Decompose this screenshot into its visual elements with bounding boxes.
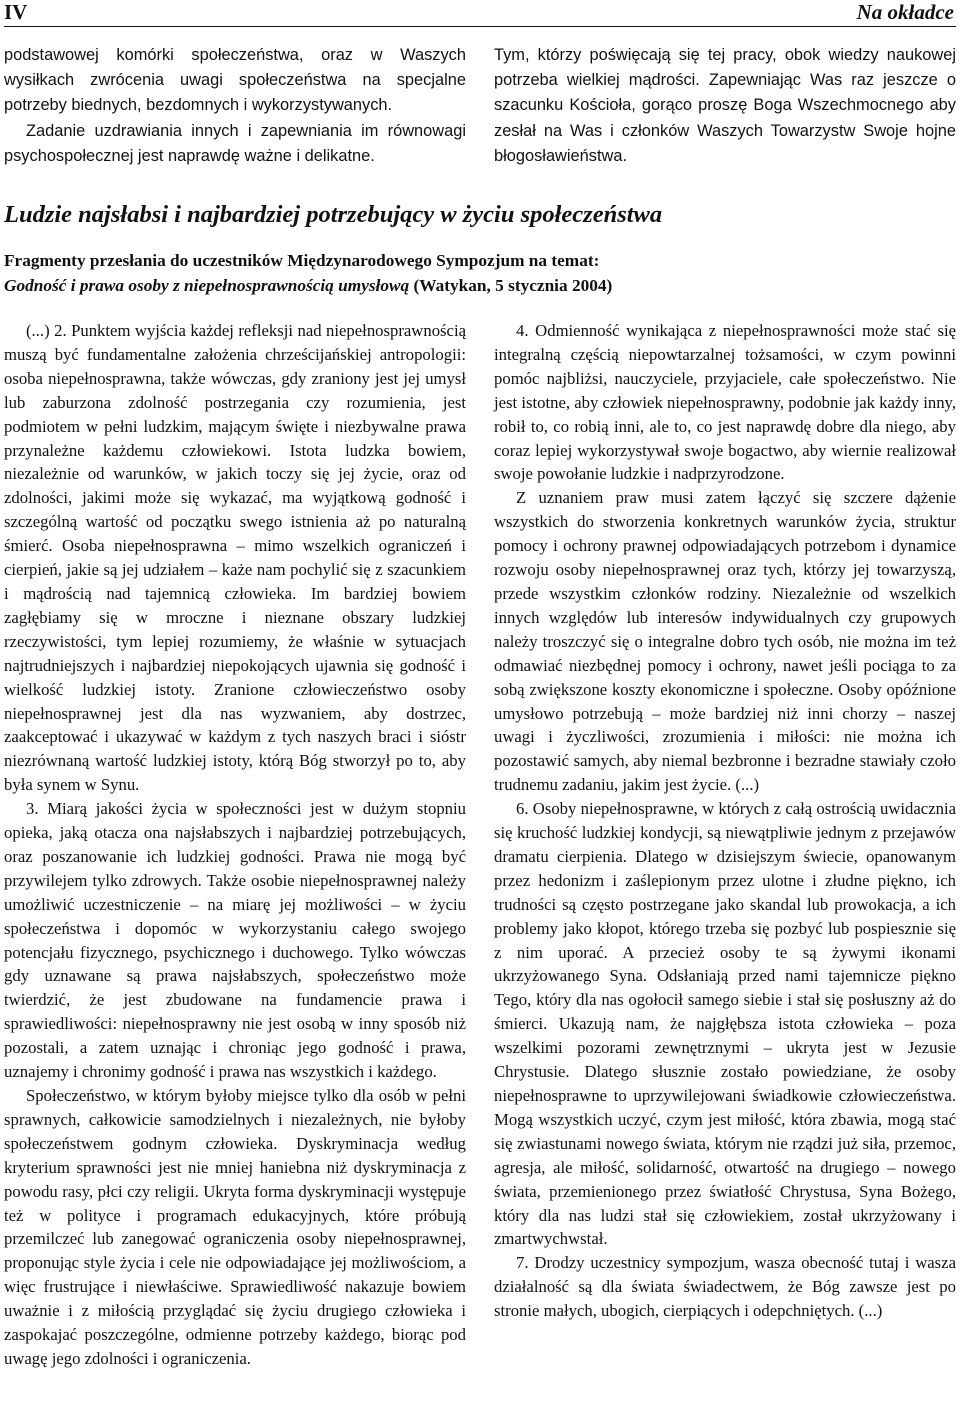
article-title: Ludzie najsłabsi i najbardziej potrzebujący w życiu społeczeństwa [4, 201, 663, 228]
page-number: IV [4, 0, 28, 24]
article-right-column [494, 319, 956, 1323]
article-left-column [4, 319, 466, 1371]
article-subtitle [4, 248, 956, 298]
intro-left-column [4, 43, 466, 169]
article-paragraph: Z uznaniem praw musi zatem łączyć się szczere dążenie wszystkich do stworzenia konkretnych warunków życia, struktur pomocy i ochrony prawnej odpowiadających potrzebom i dynamice rozwoju osoby niepełnosprawnej oraz tych, którzy jej towarzyszą, przede wszystkim członków rodziny. Niezależnie od wszelkich innych względów lub interesów indywidualnych czy grupowych należy troszczyć się o integralne dobro tych osób, nie można im też odmawiać niezbędnej pomocy i ochrony, nawet jeśli pociąga to za sobą zwiększone koszty ekonomiczne i społeczne. Osoby opóźnione umysłowo potrzebują – może bardziej niż inni chorzy – naszej uwagi i życzliwości, zrozumienia i miłości: nie można ich pozostawić samych, aby niemal bezbronne i bezradne stawiały czoło trudnemu zadaniu, jakim jest życie. (...) [494, 488, 956, 795]
subtitle-topic: Godność i prawa osoby z niepełnosprawnością umysłową [4, 276, 410, 295]
subtitle-source: (Watykan, 5 stycznia 2004) [409, 276, 613, 295]
article-paragraph: 7. Drodzy uczestnicy sympozjum, wasza obecność tutaj i wasza działalność są dla świata świadectwem, że Bóg zawsze jest po stronie małych, ubogich, cierpiących i odepchniętych. (...) [494, 1253, 956, 1321]
article-paragraph: Społeczeństwo, w którym byłoby miejsce tylko dla osób w pełni sprawnych, całkowicie samodzielnych i niezależnych, nie byłoby społeczeństwem godnym człowieka. Dyskryminacja według kryterium sprawności jest nie mniej haniebna niż dyskryminacja z powodu rasy, płci czy religii. Ukryta forma dyskryminacji występuje też w polityce i programach edukacyjnych, które próbują przemilczeć lub zanegować ograniczenia osoby niepełnosprawnej, proponując style życia i cele nie odpowiadające jej możliwościom, a więc frustrujące i niewłaściwe. Sprawiedliwość nakazuje bowiem uważnie i z miłością przyglądać się życiu drugiego człowieka i zaspokajać poszczególne, odmienne potrzeby każdego, biorąc pod uwagę jego zdolności i ograniczenia. [4, 1086, 466, 1368]
article-paragraph: 6. Osoby niepełnosprawne, w których z całą ostrością uwidacznia się kruchość ludzkiej kondycji, są niewątpliwie jednym z przejawów dramatu cierpienia. Dlatego w dzisiejszym świecie, opanowanym przez hedonizm i zaślepionym przez ulotne i złudne piękno, ich trudności są często postrzegane jako skandal lub prowokacja, a ich problemy jako kłopot, którego trzeba się pozbyć lub pospiesznie się z nim uporać. A przecież osoby te są żywymi ikonami ukrzyżowanego Syna. Odsłaniają przed nami tajemnicze piękno Tego, który dla nas ogołocił samego siebie i stał się posłuszny aż do śmierci. Ukazują nam, że najgłębsza istota człowieka – poza wszelkimi pozorami zewnętrznymi – ukryta jest w Jezusie Chrystusie. Dlatego słusznie zostało powiedziane, że osoby niepełnosprawne to uprzywilejowani świadkowie człowieczeństwa. Mogą wszystkich uczyć, czym jest miłość, która zbawia, mogą stać się zwiastunami nowego świata, którym nie rządzi już siła, przemoc, agresja, ale miłość, solidarność, otwartość na drugiego – nowego świata, przemienionego przez światłość Chrystusa, Syna Bożego, który dla nas ludzi stał się człowiekiem, został ukrzyżowany i zmartwychwstał. [494, 799, 956, 1249]
intro-right-paragraph: Tym, którzy poświęcają się tej pracy, obok wiedzy naukowej potrzeba wielkiej mądrości. Zapewniając Was raz jeszcze o szacunku Kościoła, gorąco proszę Boga Wszechmocnego aby zesłał na Was i członków Waszych Towarzystw Swoje hojne błogosławieństwa. [494, 46, 956, 165]
article-paragraph: 3. Miarą jakości życia w społeczności jest w dużym stopniu opieka, jaką otacza ona najsłabszych i najbardziej potrzebujących, oraz poszanowanie ich ludzkiej godności. Prawa nie mogą być przywilejem tylko zdrowych. Także osobie niepełnosprawnej należy umożliwić uczestniczenie – na miarę jej możliwości – w życiu społeczeństwa i dopomóc w wykorzystaniu całego swojego potencjału fizycznego, psychicznego i duchowego. Tylko wówczas gdy uznawane są prawa najsłabszych, społeczeństwo może twierdzić, że jest zbudowane na fundamencie prawa i sprawiedliwości: niepełnosprawny nie jest osobą w inny sposób niż pozostali, a zatem uznając i chroniąc jego godność i prawa, uznajemy i chronimy godność i prawa nas wszystkich i każdego. [4, 799, 466, 1082]
running-header [4, 0, 956, 27]
article-paragraph: 4. Odmienność wynikająca z niepełnosprawności może stać się integralną częścią niepowtarzalnej tożsamości, w czym powinni pomóc najbliżsi, nauczyciele, przyjaciele, całe społeczeństwo. Nie jest istotne, aby człowiek niepełnosprawny, podobnie jak każdy inny, robił to, co robią inni, ale to, co jest naprawdę dobre dla niego, aby coraz lepiej wykorzystywał swoje bogactwo, aby wiernie realizował swoje powołanie ludzkie i nadprzyrodzone. [494, 321, 956, 484]
section-label: Na okładce [856, 0, 954, 24]
intro-left-paragraph: Zadanie uzdrawiania innych i zapewniania im równowagi psychospołecznej jest naprawdę ważne i delikatne. [4, 121, 466, 165]
subtitle-line: Fragmenty przesłania do uczestników Międzynarodowego Sympozjum na temat: [4, 251, 600, 270]
subtitle-line [4, 273, 956, 298]
intro-right-column [494, 43, 956, 169]
intro-left-paragraph: podstawowej komórki społeczeństwa, oraz w Waszych wysiłkach zwrócenia uwagi społeczeństwa na specjalne potrzeby biednych, bezdomnych i wykorzystywanych. [4, 46, 466, 115]
article-paragraph: (...) 2. Punktem wyjścia każdej refleksji nad niepełnosprawnością muszą być fundamentalne założenia chrześcijańskiej antropologii: osoba niepełnosprawna, także wówczas, gdy zraniony jest jej umysł lub zaburzona zdolność postrzegania czy rozumienia, jest podmiotem w pełni ludzkim, mającym święte i niezbywalne prawa przynależne każdemu człowiekowi. Istota ludzka bowiem, niezależnie od warunków, w jakich toczy się jej życie, oraz od zdolności, jakimi może się wykazać, ma wyjątkową godność i szczególną wartość od początku swego istnienia aż po naturalną śmierć. Osoba niepełnosprawna – mimo wszelkich ograniczeń i cierpień, jakie są jej udziałem – każe nam pochylić się z szacunkiem i mądrością nad tajemnicą człowieka. Im bardziej bowiem zagłębiamy się w mroczne i nieznane obszary ludzkiej rzeczywistości, tym lepiej rozumiemy, że właśnie w sytuacjach najtrudniejszych i najbardziej niepokojących ujawnia się godność i wielkość ludzkiej istoty. Zranione człowieczeństwo osoby niepełnosprawnej jest dla nas wyzwaniem, aby dostrzec, zaakceptować i ukazywać w każdym z tych naszych braci i sióstr niezrównaną wartość ludzkiej istoty, którą Bóg stworzył po to, aby była synem w Synu. [4, 321, 466, 795]
